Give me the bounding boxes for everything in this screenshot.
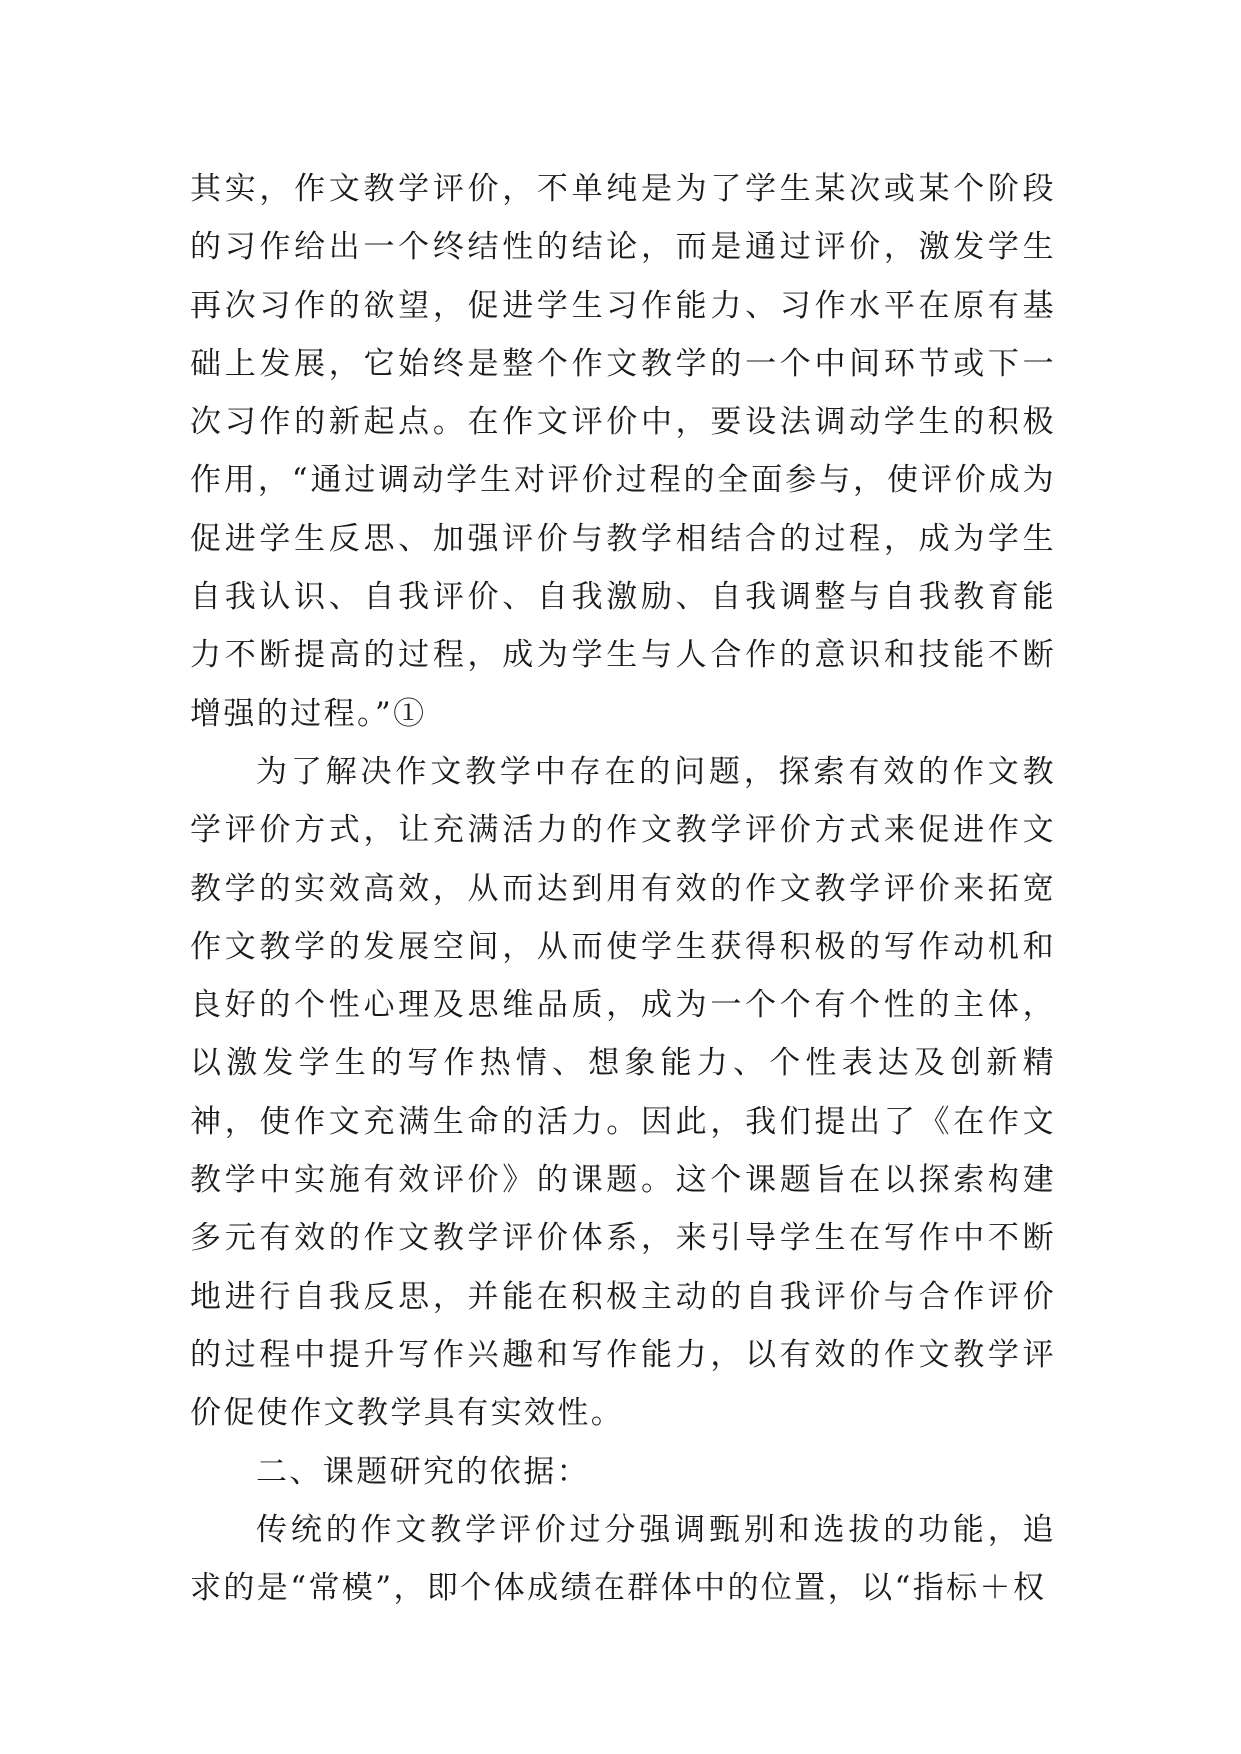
- document-body: [190, 160, 1056, 1617]
- paragraph-traditional-evaluation: 传统的作文教学评价过分强调甄别和选拔的功能，追求的是“常模”，即个体成绩在群体中的位置，以“指标＋权: [190, 1511, 1056, 1607]
- section-heading-research-basis: 二、课题研究的依据：: [256, 1453, 590, 1490]
- paragraph-evaluation-purpose: 其实，作文教学评价，不单纯是为了学生某次或某个阶段的习作给出一个终结性的结论，而是通过评价，激发学生再次习作的欲望，促进学生习作能力、习作水平在原有基础上发展，它始终是整个作文教学的一个中间环节或下一次习作的新起点。在作文评价中，要设法调动学生的积极作用，“通过调动学生对评价过程的全面参与，使评价成为促进学生反思、加强评价与教学相结合的过程，成为学生自我认识、自我评价、自我激励、自我调整与自我教育能力不断提高的过程，成为学生与人合作的意识和技能不断增强的过程。”①: [190, 171, 1056, 732]
- paragraph-research-motivation: 为了解决作文教学中存在的问题，探索有效的作文教学评价方式，让充满活力的作文教学评价方式来促进作文教学的实效高效，从而达到用有效的作文教学评价来拓宽作文教学的发展空间，从而使学生获得积极的写作动机和良好的个性心理及思维品质，成为一个个有个性的主体，以激发学生的写作热情、想象能力、个性表达及创新精神，使作文充满生命的活力。因此，我们提出了《在作文教学中实施有效评价》的课题。这个课题旨在以探索构建多元有效的作文教学评价体系，来引导学生在写作中不断地进行自我反思，并能在积极主动的自我评价与合作评价的过程中提升写作兴趣和写作能力，以有效的作文教学评价促使作文教学具有实效性。: [190, 753, 1056, 1432]
